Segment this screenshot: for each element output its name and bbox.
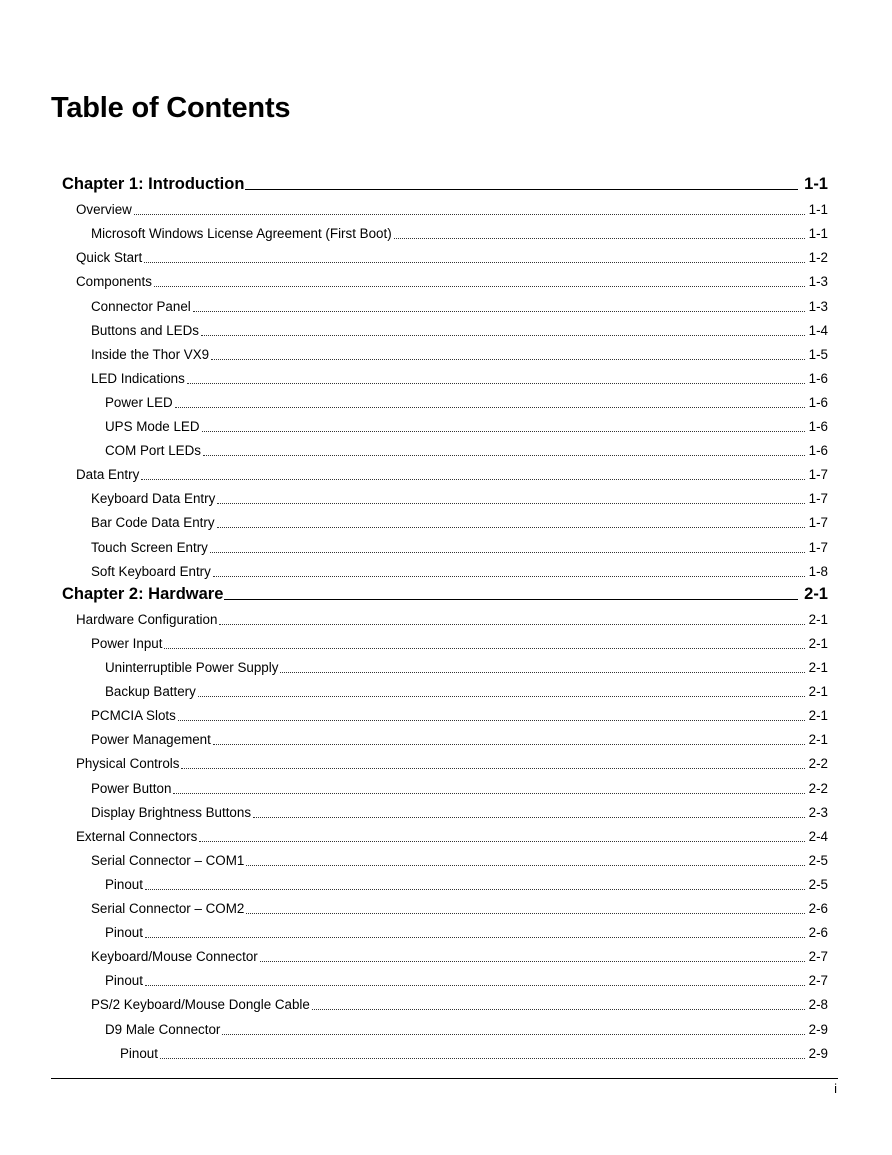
toc-entry-page-number: 2-1: [808, 611, 828, 627]
toc-dot-leader: [202, 431, 805, 432]
toc-entry-label: PS/2 Keyboard/Mouse Dongle Cable: [91, 997, 310, 1013]
toc-entry-label: Power LED: [105, 394, 173, 410]
toc-dot-leader: [312, 1009, 805, 1010]
toc-entry-page-number: 2-6: [808, 925, 828, 941]
toc-entry-page-number: 1-5: [808, 346, 828, 362]
toc-entry-row[interactable]: [105, 413, 828, 435]
toc-entry-page-number: 2-5: [808, 852, 828, 868]
toc-dot-leader: [217, 527, 805, 528]
toc-entry-page-number: 1-2: [808, 250, 828, 266]
toc-entry-label: Power Input: [91, 635, 163, 651]
toc-entry-row[interactable]: [91, 630, 828, 652]
toc-entry-row[interactable]: [105, 654, 828, 676]
toc-entry-label: Hardware Configuration: [76, 611, 218, 627]
toc-dot-leader: [260, 961, 805, 962]
toc-entry-label: Chapter 1: Introduction: [62, 175, 245, 193]
toc-entry-page-number: 1-8: [808, 563, 828, 579]
toc-entry-row[interactable]: [91, 726, 828, 748]
toc-dot-leader: [160, 1058, 805, 1059]
toc-entry-page-number: 1-6: [808, 394, 828, 410]
toc-dot-leader: [246, 865, 804, 866]
toc-entry-row[interactable]: [91, 341, 828, 363]
toc-entry-row[interactable]: [76, 750, 828, 772]
toc-entry-row[interactable]: [91, 509, 828, 531]
toc-dot-leader: [217, 503, 804, 504]
toc-entry-label: Overview: [76, 202, 132, 218]
toc-entry-row[interactable]: [76, 606, 828, 628]
toc-entry-page-number: 2-3: [808, 804, 828, 820]
toc-dot-leader: [193, 311, 805, 312]
toc-rule-leader: [224, 599, 798, 600]
toc-dot-leader: [164, 648, 804, 649]
toc-dot-leader: [213, 744, 805, 745]
toc-entry-page-number: 2-2: [808, 780, 828, 796]
toc-entry-label: Touch Screen Entry: [91, 539, 208, 555]
toc-dot-leader: [211, 359, 805, 360]
toc-entry-row[interactable]: [91, 775, 828, 797]
toc-entry-row[interactable]: [91, 702, 828, 724]
toc-entry-label: Power Button: [91, 780, 172, 796]
toc-entry-row[interactable]: [76, 823, 828, 845]
toc-dot-leader: [222, 1034, 804, 1035]
toc-dot-leader: [134, 214, 805, 215]
toc-entry-row[interactable]: [105, 871, 828, 893]
toc-entry-label: Pinout: [120, 1045, 158, 1061]
toc-entry-label: Pinout: [105, 973, 143, 989]
toc-entry-row[interactable]: [105, 1016, 828, 1038]
toc-entry-label: Backup Battery: [105, 684, 196, 700]
toc-entry-page-number: 2-1: [808, 732, 828, 748]
toc-dot-leader: [154, 286, 805, 287]
toc-entry-label: Inside the Thor VX9: [91, 346, 210, 362]
toc-chapter-row[interactable]: [62, 170, 828, 194]
toc-entry-page-number: 2-2: [808, 756, 828, 772]
footer-divider: [51, 1078, 838, 1079]
toc-entry-row[interactable]: [91, 485, 828, 507]
toc-entry-label: UPS Mode LED: [105, 419, 200, 434]
toc-entry-page-number: 1-6: [808, 443, 828, 459]
toc-entry-row[interactable]: [105, 678, 828, 700]
toc-entry-label: Pinout: [105, 925, 143, 941]
toc-entry-label: COM Port LEDs: [105, 443, 201, 459]
toc-entry-page-number: 2-8: [808, 997, 828, 1013]
toc-entry-page-number: 2-7: [808, 949, 828, 965]
toc-entry-page-number: 1-6: [808, 419, 828, 434]
toc-dot-leader: [178, 720, 805, 721]
page-title: Table of Contents: [51, 92, 291, 124]
toc-entry-row[interactable]: [105, 389, 828, 411]
toc-entry-row[interactable]: [76, 268, 828, 290]
toc-entry-label: D9 Male Connector: [105, 1021, 221, 1037]
toc-entry-row[interactable]: [91, 365, 828, 387]
toc-entry-label: Pinout: [105, 876, 143, 892]
toc-dot-leader: [175, 407, 805, 408]
toc-entry-page-number: 1-7: [808, 515, 828, 531]
toc-entry-row[interactable]: [76, 196, 828, 218]
toc-dot-leader: [145, 889, 805, 890]
toc-entry-label: External Connectors: [76, 828, 198, 844]
toc-entry-label: Serial Connector – COM1: [91, 852, 245, 868]
toc-dot-leader: [394, 238, 805, 239]
toc-entry-page-number: 1-1: [804, 175, 828, 193]
toc-entry-label: Keyboard/Mouse Connector: [91, 949, 258, 965]
toc-entry-page-number: 1-3: [808, 274, 828, 290]
toc-entry-label: Power Management: [91, 732, 211, 748]
toc-entry-label: Quick Start: [76, 250, 143, 266]
toc-dot-leader: [203, 455, 805, 456]
toc-entry-label: Data Entry: [76, 467, 140, 483]
toc-entry-label: LED Indications: [91, 370, 185, 386]
toc-dot-leader: [199, 841, 804, 842]
toc-chapter-row[interactable]: [62, 580, 828, 604]
toc-entry-row[interactable]: [76, 244, 828, 266]
toc-dot-leader: [280, 672, 804, 673]
toc-entry-label: Uninterruptible Power Supply: [105, 660, 279, 675]
toc-entry-row[interactable]: [91, 534, 828, 556]
toc-dot-leader: [201, 335, 805, 336]
toc-entry-row[interactable]: [91, 943, 828, 965]
toc-entry-page-number: 2-1: [808, 660, 828, 675]
toc-dot-leader: [144, 262, 804, 263]
toc-dot-leader: [181, 768, 804, 769]
toc-entry-page-number: 2-1: [804, 584, 828, 603]
toc-dot-leader: [187, 383, 805, 384]
toc-dot-leader: [141, 479, 804, 480]
toc-dot-leader: [210, 552, 805, 553]
toc-dot-leader: [219, 624, 804, 625]
toc-entry-label: Serial Connector – COM2: [91, 901, 245, 916]
toc-entry-page-number: 2-9: [808, 1045, 828, 1061]
toc-entry-row[interactable]: [120, 1040, 828, 1062]
toc-entry-page-number: 1-1: [808, 202, 828, 218]
toc-entry-label: Components: [76, 274, 152, 290]
toc-entry-row[interactable]: [76, 461, 828, 483]
toc-entry-page-number: 1-7: [808, 539, 828, 555]
toc-entry-page-number: 1-1: [808, 226, 828, 242]
toc-entry-row[interactable]: [91, 220, 828, 242]
toc-entry-page-number: 2-1: [808, 684, 828, 700]
toc-entry-label: Buttons and LEDs: [91, 322, 199, 338]
toc-entry-label: Soft Keyboard Entry: [91, 563, 211, 579]
toc-entry-row[interactable]: [91, 847, 828, 869]
toc-entry-label: Microsoft Windows License Agreement (First Boot): [91, 226, 392, 242]
toc-entry-label: Connector Panel: [91, 298, 191, 314]
toc-dot-leader: [198, 696, 805, 697]
toc-entry-page-number: 2-5: [808, 876, 828, 892]
toc-entry-page-number: 2-4: [808, 828, 828, 844]
toc-entry-page-number: 2-1: [808, 708, 828, 724]
toc-entry-page-number: 1-7: [808, 491, 828, 507]
toc-entry-row[interactable]: [91, 799, 828, 821]
footer-page-number: i: [834, 1081, 837, 1096]
toc-entry-page-number: 1-4: [808, 322, 828, 338]
toc-dot-leader: [246, 913, 804, 914]
toc-entry-row[interactable]: [105, 437, 828, 459]
toc-entry-label: Chapter 2: Hardware: [62, 584, 224, 603]
toc-entry-label: Physical Controls: [76, 756, 180, 772]
toc-dot-leader: [173, 793, 804, 794]
toc-entry-row[interactable]: [91, 895, 828, 917]
toc-entry-page-number: 2-7: [808, 973, 828, 989]
toc-entry-page-number: 2-9: [808, 1021, 828, 1037]
toc-dot-leader: [145, 985, 805, 986]
toc-entry-label: Keyboard Data Entry: [91, 491, 216, 507]
toc-entry-label: Bar Code Data Entry: [91, 515, 215, 531]
toc-entry-page-number: 1-7: [808, 467, 828, 483]
toc-entry-page-number: 1-6: [808, 370, 828, 386]
toc-entry-row[interactable]: [105, 919, 828, 941]
toc-dot-leader: [213, 576, 805, 577]
toc-entry-row[interactable]: [91, 558, 828, 580]
toc-entry-row[interactable]: [105, 967, 828, 989]
toc-rule-leader: [245, 189, 798, 190]
toc-entry-row[interactable]: [91, 991, 828, 1013]
toc-dot-leader: [253, 817, 805, 818]
toc-entry-page-number: 1-3: [808, 298, 828, 314]
toc-dot-leader: [145, 937, 805, 938]
toc-entry-label: Display Brightness Buttons: [91, 804, 252, 820]
toc-entry-row[interactable]: [91, 317, 828, 339]
toc-entry-page-number: 2-6: [808, 901, 828, 916]
toc-entry-label: PCMCIA Slots: [91, 708, 176, 724]
toc-entry-page-number: 2-1: [808, 635, 828, 651]
toc-entry-row[interactable]: [91, 293, 828, 315]
